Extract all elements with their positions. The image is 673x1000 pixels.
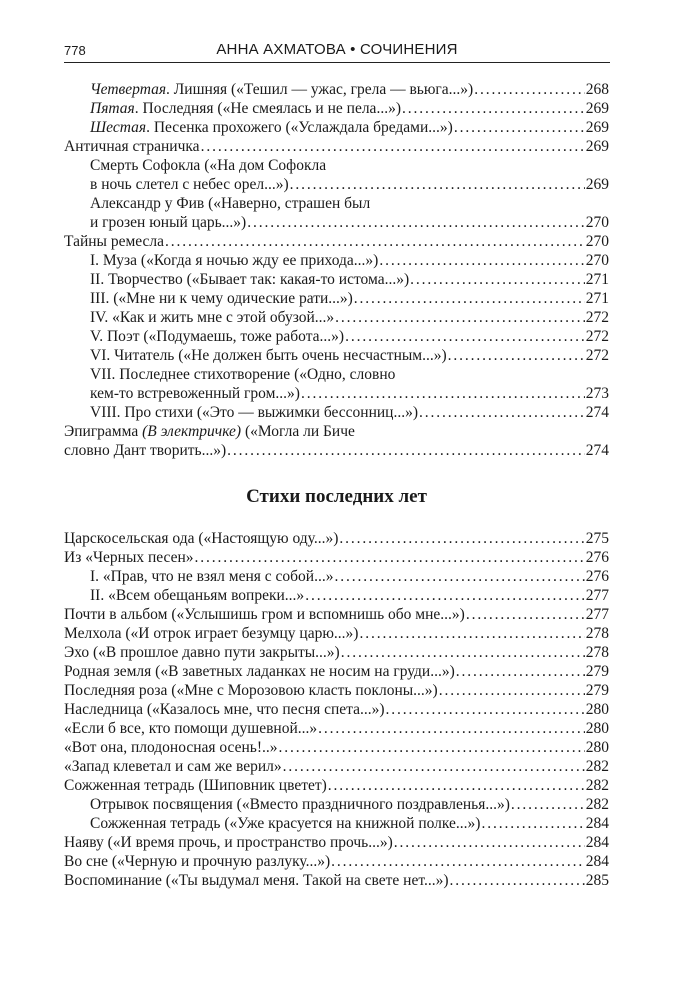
- toc-page: 269: [585, 119, 609, 136]
- toc-entry: II. Творчество («Бывает так: какая-то истома...») . . . 271: [64, 270, 609, 289]
- toc-page: 276: [585, 568, 609, 585]
- toc-page: 280: [585, 720, 609, 737]
- section-title: Стихи последних лет: [246, 486, 427, 507]
- toc-page: 269: [585, 138, 609, 155]
- toc-entry: Воспоминание («Ты выдумал меня. Такой на свете нет...») . . . 285: [64, 871, 609, 890]
- toc-page: 278: [585, 644, 609, 661]
- toc-page: 269: [585, 176, 609, 193]
- toc-page: 276: [585, 549, 609, 566]
- toc-page: 270: [585, 214, 609, 231]
- toc-entry: Тайны ремесла . . . 270: [64, 232, 609, 251]
- toc-page: 280: [585, 701, 609, 718]
- toc-entry-line: Эпиграмма (В электричке) («Могла ли Биче: [64, 423, 355, 440]
- toc-page: 285: [585, 872, 609, 889]
- running-header: [64, 40, 610, 63]
- toc-entry: Царскосельская ода («Настоящую оду...») . . . 275: [64, 529, 609, 548]
- toc-page: 279: [585, 663, 609, 680]
- toc-entry: Мелхола («И отрок играет безумцу царю...») . . . 278: [64, 624, 609, 643]
- toc-entry: II. «Всем обещаньям вопреки...» . . . 277: [64, 586, 609, 605]
- toc-page: 275: [585, 530, 609, 547]
- table-of-contents-part-2: [64, 529, 609, 890]
- toc-entry: Родная земля («В заветных ладанках не носим на груди...») . . . 279: [64, 662, 609, 681]
- toc-entry: Эхо («В прошлое давно пути закрыты...») . . . 278: [64, 643, 609, 662]
- toc-entry: Сожженная тетрадь («Уже красуется на книжной полке...») . . . 284: [64, 814, 609, 833]
- toc-page: 271: [585, 271, 609, 288]
- toc-page: 278: [585, 625, 609, 642]
- toc-entry: «Если б все, кто помощи душевной...» . . . 280: [64, 719, 609, 738]
- toc-page: 284: [585, 834, 609, 851]
- toc-entry-line: VII. Последнее стихотворение («Одно, словно: [90, 366, 396, 383]
- toc-entry: VIII. Про стихи («Это — выжимки бессонниц...») . . . 274: [64, 403, 609, 422]
- toc-page: 272: [585, 347, 609, 364]
- toc-entry: Наяву («И время прочь, и пространство прочь...») . . . 284: [64, 833, 609, 852]
- toc-page: 272: [585, 309, 609, 326]
- toc-entry: Из «Черных песен» . . . 276: [64, 548, 609, 567]
- toc-page: 272: [585, 328, 609, 345]
- toc-page: 277: [585, 606, 609, 623]
- toc-page: 270: [585, 233, 609, 250]
- toc-page: 273: [585, 385, 609, 402]
- toc-entry: I. Муза («Когда я ночью жду ее прихода...») . . . 270: [64, 251, 609, 270]
- toc-entry: III. («Мне ни к чему одические рати...») . . . 271: [64, 289, 609, 308]
- toc-entry: VI. Читатель («Не должен быть очень несчастным...») . . . 272: [64, 346, 609, 365]
- toc-page: 270: [585, 252, 609, 269]
- toc-page: 282: [585, 777, 609, 794]
- toc-entry: в ночь слетел с небес орел...») . . . 269: [64, 175, 609, 194]
- toc-entry: Наследница («Казалось мне, что песня спета...») . . . 280: [64, 700, 609, 719]
- toc-entry: IV. «Как и жить мне с этой обузой...» . . . 272: [64, 308, 609, 327]
- toc-entry: Почти в альбом («Услышишь гром и вспомнишь обо мне...») . . . 277: [64, 605, 609, 624]
- toc-page: 274: [585, 404, 609, 421]
- toc-entry: V. Поэт («Подумаешь, тоже работа...») . . . 272: [64, 327, 609, 346]
- toc-entry: кем-то встревоженный гром...») . . . 273: [64, 384, 609, 403]
- toc-page: 282: [585, 796, 609, 813]
- toc-entry: Античная страничка . . . 269: [64, 137, 609, 156]
- toc-entry: Четвертая. Лишняя («Тешил — ужас, грела — вьюга...») . . . 268: [64, 80, 609, 99]
- running-title: АННА АХМАТОВА • СОЧИНЕНИЯ: [216, 41, 458, 58]
- table-of-contents-part-1: [64, 80, 609, 460]
- toc-entry-line: Александр у Фив («Наверно, страшен был: [90, 195, 371, 212]
- toc-page: 280: [585, 739, 609, 756]
- toc-entry: Во сне («Черную и прочную разлуку...») . . . 284: [64, 852, 609, 871]
- toc-entry: словно Дант творить...») . . . 274: [64, 441, 609, 460]
- page-number: 778: [64, 43, 86, 58]
- toc-entry: «Вот она, плодоносная осень!..» . . . 280: [64, 738, 609, 757]
- toc-page: 279: [585, 682, 609, 699]
- toc-entry: Шестая. Песенка прохожего («Услаждала бредами...») . . . 269: [64, 118, 609, 137]
- toc-page: 269: [585, 100, 609, 117]
- toc-page: 268: [585, 81, 609, 98]
- toc-entry: Пятая. Последняя («Не смеялась и не пела...») . . . 269: [64, 99, 609, 118]
- toc-page: 284: [585, 853, 609, 870]
- toc-entry: Сожженная тетрадь (Шиповник цветет) . . . 282: [64, 776, 609, 795]
- toc-page: 282: [585, 758, 609, 775]
- toc-page: 271: [585, 290, 609, 307]
- toc-entry-line: Смерть Софокла («На дом Софокла: [90, 157, 327, 174]
- toc-entry: и грозен юный царь...») . . . 270: [64, 213, 609, 232]
- toc-entry: Отрывок посвящения («Вместо праздничного поздравленья...») . . . 282: [64, 795, 609, 814]
- toc-page: 284: [585, 815, 609, 832]
- toc-entry: Последняя роза («Мне с Морозовою класть поклоны...») . . . 279: [64, 681, 609, 700]
- toc-page: 274: [585, 442, 609, 459]
- toc-entry: I. «Прав, что не взял меня с собой...» . . . 276: [64, 567, 609, 586]
- toc-entry: «Запад клеветал и сам же верил» . . . 282: [64, 757, 609, 776]
- toc-page: 277: [585, 587, 609, 604]
